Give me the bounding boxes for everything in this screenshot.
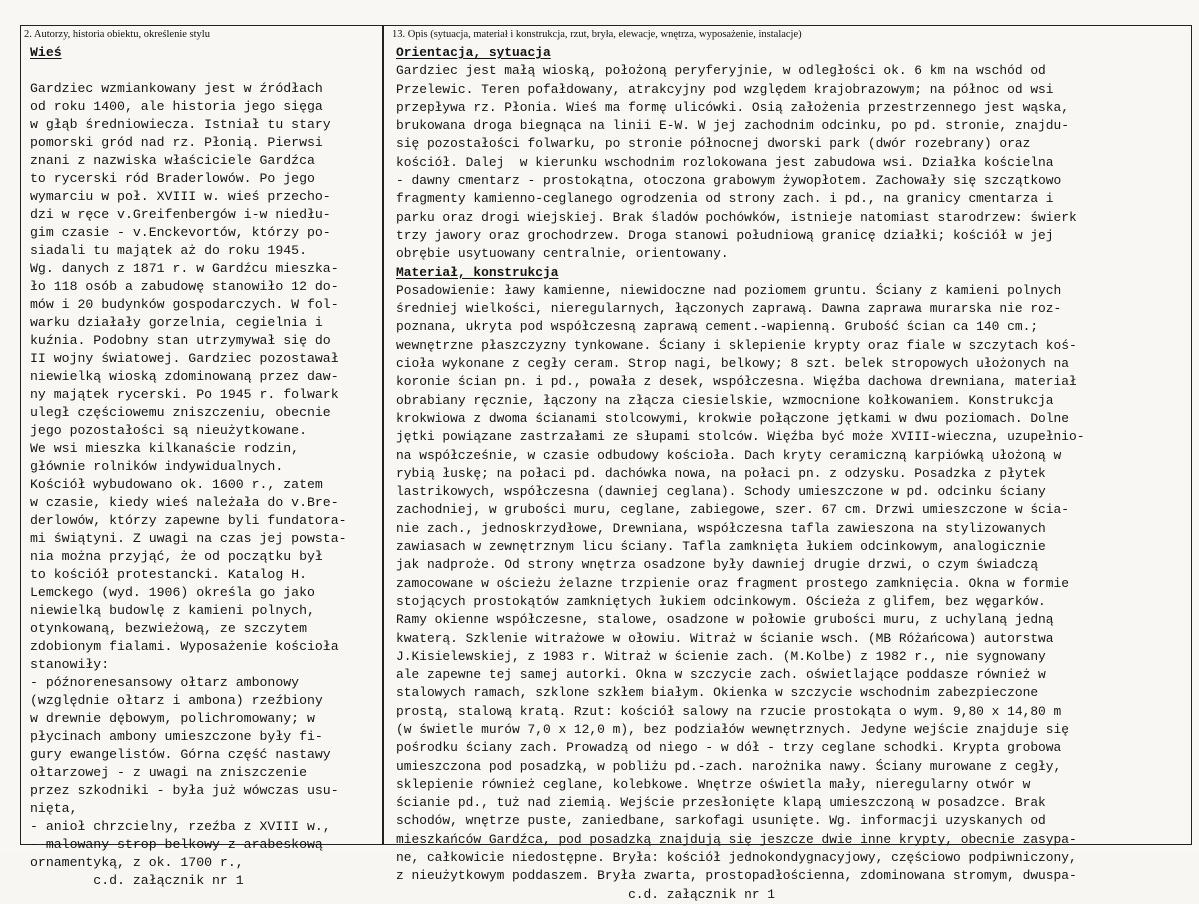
history-text-line: gury ewangelistów. Górna część nastawy <box>30 747 331 762</box>
history-text-line: otynkowaną, bezwieżową, ze szczytem <box>30 621 307 636</box>
description-text-line: umieszczona pod posadzką, w pobliżu pd.-zach. narożnika nawy. Ściany murowane z cegły, <box>396 758 1062 774</box>
history-text-line: dzi w ręce v.Greifenbergów i-w niedłu- <box>30 207 331 222</box>
history-text-line: ny majątek rycerski. Po 1945 r. folwark <box>30 387 339 402</box>
description-text-line: rybią łuskę; na połaci pd. dachówka nowa, na połaci pn. z odzysku. Posadzka z płytek <box>396 465 1046 481</box>
description-text-line: koronie ścian pn. i pd., powała z desek, współczesna. Więźba dachowa drewniana, materiał <box>396 374 1077 390</box>
description-text-line: pośrodku ściany zach. Prowadzą od niego - w dół - trzy ceglane schodki. Krypta grobowa <box>396 740 1062 756</box>
description-text-line: jętki powiązane zastrzałami ze słupami stolców. Więźba być może XVIII-wieczna, uzupełnio- <box>396 429 1085 445</box>
history-text-line: ornamentyką, z ok. 1700 r., <box>30 855 244 870</box>
history-text-line: c.d. załącznik nr 1 <box>30 873 244 888</box>
description-text-line: Gardziec jest małą wioską, położoną peryferyjnie, w odległości ok. 6 km na wschód od <box>396 63 1046 79</box>
description-text-line: z nieużytkowym poddaszem. Bryła zwarta, prostopadłościenna, zdominowana stromym, dwuspa- <box>396 868 1077 884</box>
description-text-line: mieszkańców Gardźca, pod posadzką znajdują się jeszcze dwie inne krypty, obecnie zasypa- <box>396 831 1077 847</box>
history-text-line: mów i 20 budynków gospodarczych. W fol- <box>30 297 339 312</box>
history-text-line: - późnorenesansowy ołtarz ambonowy <box>30 675 300 690</box>
description-text-line: wewnętrzne płaszczyzny tynkowane. Ściany i sklepienie krypty oraz fiale w szczytach koś- <box>396 337 1077 353</box>
history-text-line: (względnie ołtarz i ambona) rzeźbiony <box>30 693 323 708</box>
history-text-line: ło 118 osób a zabudowę stanowiło 12 do- <box>30 279 339 294</box>
column-divider <box>382 25 384 845</box>
description-text-line: obrabiany ręcznie, łączony na złącza ciesielskie, wzmocnione kołkowaniem. Konstrukcja <box>396 392 1054 408</box>
description-text-line: brukowana droga biegnąca na linii E-W. W jej zachodnim odcinku, po pd. stronie, znajdu- <box>396 118 1070 134</box>
description-text-line: - dawny cmentarz - prostokątna, otoczona grabowym żywopłotem. Zachowały się szczątkowo <box>396 173 1062 189</box>
history-text-line: - malowany strop belkowy z arabeskową <box>30 837 323 852</box>
description-text-line: c.d. załącznik nr 1 <box>396 886 776 902</box>
description-text-line: Posadowienie: ławy kamienne, niewidoczne nad poziomem gruntu. Ściany z kamieni polnych <box>396 282 1062 298</box>
right-section-header: 13. Opis (sytuacja, materiał i konstrukcja, rzut, bryła, elewacje, wnętrza, wyposażenie, instalacje) <box>392 29 802 40</box>
description-text-line: lastrikowych, współczesna (dawniej ceglana). Schody umieszczone w pd. odcinku ściany <box>396 484 1046 500</box>
history-text-line: to kościół protestancki. Katalog H. <box>30 567 307 582</box>
description-text-line: zawiasach w zewnętrznym licu ściany. Tafla zamknięta łukiem odcinkowym, analogicznie <box>396 539 1046 555</box>
history-text-line: to rycerski ród Braderlowów. Po jego <box>30 171 315 186</box>
history-text-line: znani z nazwiska właściciele Gardźca <box>30 153 315 168</box>
history-text-line: siadali tu majątek aż do roku 1945. <box>30 243 307 258</box>
description-text-line: przepływa rz. Płonia. Wieś ma formę ulicówki. Osią założenia przestrzennego jest wąska, <box>396 99 1070 115</box>
description-text-line: schodów, wnętrze puste, zaniedbane, sarkofagi usunięte. Wg. informacji uzyskanych od <box>396 813 1046 829</box>
history-text-line: uległ częściowemu zniszczeniu, obecnie <box>30 405 331 420</box>
description-text-line: Przelewic. Teren pofałdowany, atrakcyjny pod względem krajobrazowym; na północ od wsi <box>396 81 1054 97</box>
description-text-line: J.Kisielewskiej, z 1983 r. Witraż w ścienie zach. (M.Kolbe) z 1982 r., nie sygnowany <box>396 648 1046 664</box>
description-text-line: sklepienie również ceglane, kolebkowe. Wnętrze oświetla mały, nieregularny otwór w <box>396 776 1031 792</box>
history-title: Wieś <box>30 45 62 60</box>
history-text-line: gim czasie - v.Enckevortów, którzy po- <box>30 225 331 240</box>
description-text-line: nie zach., jednoskrzydłowe, Drewniana, współczesna tafla zawieszona na stylizowanych <box>396 520 1046 536</box>
history-text-line: stanowiły: <box>30 657 110 672</box>
description-text-line: kwaterą. Szklenie witrażowe w ołowiu. Witraż w ścianie wsch. (MB Różańcowa) autorstwa <box>396 630 1054 646</box>
description-text-line: kościół. Dalej w kierunku wschodnim rozlokowana jest zabudowa wsi. Działka kościelna <box>396 154 1054 170</box>
history-text-line: zdobionym fialami. Wyposażenie kościoła <box>30 639 339 654</box>
history-text-line: warku działały gorzelnia, cegielnia i <box>30 315 323 330</box>
description-text-line: na współcześnie, w czasie odbudowy kościoła. Dach kryty ceramiczną karpiówką ułożoną w <box>396 447 1062 463</box>
history-text-line: przez szkodniki - była już wówczas usu- <box>30 783 339 798</box>
history-text-line: Gardziec wzmiankowany jest w źródłach <box>30 81 323 96</box>
history-text-line: płycinach ambony umieszczone były fi- <box>30 729 323 744</box>
description-text-line: cioła wykonane z cegły ceram. Strop nagi, belkowy; 8 szt. belek stropowych ułożonych na <box>396 356 1070 372</box>
description-text-line: stojących prostokątów zamkniętych łukiem odcinkowym. Ościeża z glifem, bez węgarków. <box>396 593 1046 609</box>
description-text-line: krokwiowa z dwoma ścianami stolcowymi, krokwie połączone jętkami w dwu poziomach. Dolne <box>396 410 1070 426</box>
description-title: Orientacja, sytuacja <box>396 45 551 60</box>
history-text-column <box>30 44 378 890</box>
history-text-line: niewielką budowlę z kamieni polnych, <box>30 603 315 618</box>
history-text-line: w głąb średniowiecza. Istniał tu stary <box>30 117 331 132</box>
history-text-line: Lemckego (wyd. 1906) określa go jako <box>30 585 315 600</box>
description-text-line: Materiał, konstrukcja <box>396 264 559 280</box>
history-text-line: jego pozostałości są nieużytkowane. <box>30 423 307 438</box>
description-text-line: fragmenty kamienno-ceglanego ogrodzenia od strony zach. i pd., na granicy cmentarza i <box>396 191 1054 207</box>
history-text-line: w czasie, kiedy wieś należała do v.Bre- <box>30 495 339 510</box>
history-text-line: wymarciu w poł. XVIII w. wieś przecho- <box>30 189 331 204</box>
history-text-line: II wojny światowej. Gardziec pozostawał <box>30 351 339 366</box>
description-text-line: ścianie pd., tuż nad ziemią. Wejście przesłonięte klapą umieszczoną w posadzce. Brak <box>396 795 1046 811</box>
description-text-line: trzy jawory oraz grochodrzew. Droga stanowi południową granicę działki; kościół w jej <box>396 227 1054 243</box>
history-text-line: Wg. danych z 1871 r. w Gardźcu mieszka- <box>30 261 339 276</box>
description-text-line: średniej wielkości, nieregularnych, łączonych zaprawą. Dawna zaprawa murarska nie roz- <box>396 301 1062 317</box>
history-text-line: mi świątyni. Z uwagi na czas jej powsta- <box>30 531 347 546</box>
description-text-line: parku oraz drogi wiejskiej. Brak śladów pochówków, istnieje natomiast starodrzew: świerk <box>396 209 1077 225</box>
description-text-line: Ramy okienne współczesne, stalowe, osadzone w połowie grubości muru, z uchylaną jedną <box>396 612 1054 628</box>
description-text-line: ale zapewne tej samej autorki. Okna w szczycie zach. oświetlające poddasze również w <box>396 667 1046 683</box>
history-text-line: niewielką wioską zdominowaną przez daw- <box>30 369 339 384</box>
description-text-line: zachodniej, w grubości muru, ceglane, zabiegowe, szer. 67 cm. Drzwi umieszczone w ścia- <box>396 502 1070 518</box>
history-text-line: głównie rolników indywidualnych. <box>30 459 284 474</box>
history-text-line: pomorski gród nad rz. Płonią. Pierwsi <box>30 135 323 150</box>
description-text-line: poznana, ukryta pod współczesną zaprawą cement.-wapienną. Grubość ścian ca 140 cm.; <box>396 319 1039 335</box>
history-text-line: kuźnia. Podobny stan utrzymywał się do <box>30 333 331 348</box>
history-text-line: Kościół wybudowano ok. 1600 r., zatem <box>30 477 323 492</box>
history-text-line: - anioł chrzcielny, rzeźba z XVIII w., <box>30 819 331 834</box>
description-text-line: (w świetle murów 7,0 x 12,0 m), bez podziałów wewnętrznych. Jedyne wejście znajduje się <box>396 721 1070 737</box>
history-text-line: nięta, <box>30 801 78 816</box>
history-text-line <box>30 62 378 80</box>
history-text-line: We wsi mieszka kilkanaście rodzin, <box>30 441 300 456</box>
history-text-line: od roku 1400, ale historia jego sięga <box>30 99 323 114</box>
description-text-line: zamocowane w ościeżu żelazne trzpienie oraz fragment prostego zamknięcia. Okna w formie <box>396 575 1070 591</box>
description-text-line: się pozostałości folwarku, po stronie północnej dworski park (dwór rozebrany) oraz <box>396 136 1031 152</box>
history-text-line: w drewnie dębowym, polichromowany; w <box>30 711 315 726</box>
description-text-line: obrębie usytuowany centralnie, orientowany. <box>396 246 729 262</box>
description-text-line: stalowych ramach, szklone szkłem białym. Okienka w szczycie wschodnim zabezpieczone <box>396 685 1039 701</box>
history-text-line: derlowów, którzy zapewne byli fundatora- <box>30 513 347 528</box>
description-text-line: jak nadproże. Od strony wnętrza osadzone były dawniej drugie drzwi, o czym świadczą <box>396 557 1039 573</box>
description-text-line: prostą, stalową kratą. Rzut: kościół salowy na rzucie prostokąta o wym. 9,80 x 14,80 m <box>396 703 1062 719</box>
history-text-line: ołtarzowej - z uwagi na zniszczenie <box>30 765 307 780</box>
history-text-line: nia można przyjąć, że od początku był <box>30 549 323 564</box>
left-section-header: 2. Autorzy, historia obiektu, określenie stylu <box>24 29 210 40</box>
description-text-column <box>396 44 1191 904</box>
description-text-line: ne, całkowicie niedostępne. Bryła: kościół jednokondygnacyjowy, częściowo podpiwniczony, <box>396 850 1077 866</box>
